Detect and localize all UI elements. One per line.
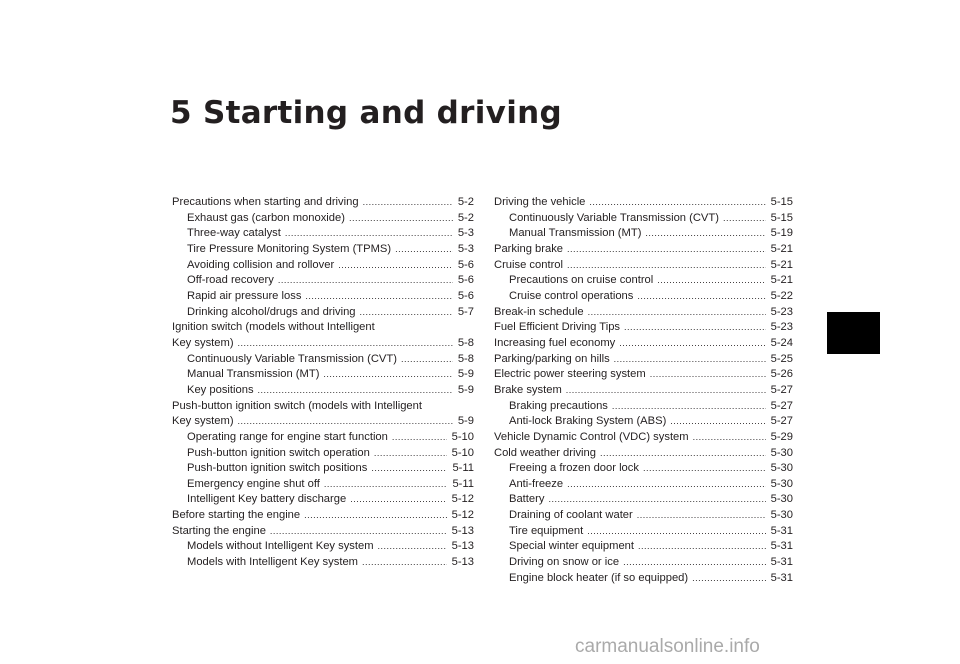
dot-leader	[600, 446, 766, 462]
toc-column-right	[494, 195, 793, 586]
toc-subentry[interactable]	[172, 492, 474, 508]
toc-page-number: 5-30	[770, 509, 793, 522]
toc-entry-text: Continuously Variable Transmission (CVT)	[187, 352, 397, 365]
dot-leader	[363, 195, 453, 211]
toc-subentry[interactable]	[172, 226, 474, 242]
toc-entry[interactable]	[494, 336, 793, 352]
toc-page-number: 5-30	[770, 477, 793, 490]
toc-entry[interactable]	[172, 320, 474, 351]
toc-page-number: 5-9	[457, 383, 474, 396]
dot-leader	[643, 461, 766, 477]
dot-leader	[278, 273, 453, 289]
dot-leader	[693, 430, 766, 446]
toc-entry[interactable]	[494, 430, 793, 446]
toc-entry-text: Manual Transmission (MT)	[187, 368, 320, 381]
toc-page-number: 5-30	[770, 493, 793, 506]
toc-entry-text: Precautions on cruise control	[509, 274, 654, 287]
toc-entry-text: Tire Pressure Monitoring System (TPMS)	[187, 242, 392, 255]
toc-entry-text: Push-button ignition switch operation	[187, 446, 370, 459]
toc-page-number: 5-6	[457, 274, 474, 287]
toc-page-number: 5-2	[457, 211, 474, 224]
toc-page-number: 5-9	[457, 368, 474, 381]
toc-entry-text-line1: Ignition switch (models without Intelligent	[172, 321, 375, 334]
toc-subentry[interactable]	[172, 211, 474, 227]
toc-subentry[interactable]	[172, 446, 474, 462]
toc-subentry[interactable]	[494, 414, 793, 430]
toc-subentry[interactable]	[172, 539, 474, 555]
dot-leader	[270, 524, 447, 540]
toc-entry-text: Key system)	[172, 336, 234, 349]
dot-leader	[619, 336, 765, 352]
toc-page-number: 5-31	[770, 524, 793, 537]
dot-leader	[637, 289, 765, 305]
toc-subentry[interactable]	[494, 555, 793, 571]
toc-subentry[interactable]	[172, 367, 474, 383]
toc-page-number: 5-12	[451, 493, 474, 506]
toc-page-number: 5-31	[770, 540, 793, 553]
toc-entry[interactable]	[494, 320, 793, 336]
dot-leader	[637, 508, 766, 524]
dot-leader	[614, 352, 766, 368]
toc-entry-text: Before starting the engine	[172, 509, 301, 522]
toc-subentry[interactable]	[172, 273, 474, 289]
watermark: carmanualsonline.info	[575, 636, 760, 657]
dot-leader	[612, 399, 766, 415]
toc-entry-text: Driving on snow or ice	[509, 556, 620, 569]
toc-page-number: 5-23	[770, 305, 793, 318]
dot-leader	[723, 211, 766, 227]
toc-entry-text: Anti-freeze	[509, 477, 564, 490]
toc-entry[interactable]	[172, 399, 474, 430]
toc-entry-text: Parking brake	[494, 242, 564, 255]
toc-entry-text: Battery	[509, 493, 545, 506]
toc-subentry[interactable]	[494, 508, 793, 524]
toc-entry-text: Tire equipment	[509, 524, 584, 537]
toc-page-number: 5-3	[457, 227, 474, 240]
toc-subentry[interactable]	[172, 555, 474, 571]
toc-subentry[interactable]	[172, 352, 474, 368]
toc-subentry[interactable]	[172, 461, 474, 477]
toc-entry-text: Three-way catalyst	[187, 227, 281, 240]
toc-entry-text: Emergency engine shut off	[187, 477, 320, 490]
chapter-tab-marker	[827, 312, 880, 354]
dot-leader	[624, 320, 766, 336]
toc-entry[interactable]	[172, 524, 474, 540]
toc-page-number: 5-21	[770, 274, 793, 287]
toc-page-number: 5-30	[770, 446, 793, 459]
toc-page-number: 5-29	[770, 430, 793, 443]
dot-leader	[323, 367, 452, 383]
toc-entry-text: Models without Intelligent Key system	[187, 540, 374, 553]
dot-leader	[670, 414, 765, 430]
toc-page-number: 5-10	[451, 446, 474, 459]
toc-page-number: 5-9	[457, 415, 474, 428]
toc-subentry[interactable]	[494, 571, 793, 587]
toc-page-number: 5-6	[457, 258, 474, 271]
toc-subentry[interactable]	[494, 226, 793, 242]
toc-page-number: 5-7	[457, 305, 474, 318]
dot-leader	[350, 492, 446, 508]
toc-page-number: 5-24	[770, 336, 793, 349]
dot-leader	[258, 383, 453, 399]
toc-entry-text-line1: Push-button ignition switch (models with Intelligent	[172, 399, 422, 412]
dot-leader	[567, 258, 766, 274]
toc-page-number: 5-31	[770, 571, 793, 584]
toc-subentry[interactable]	[494, 492, 793, 508]
toc-page-number: 5-6	[457, 289, 474, 302]
toc-entry-text: Electric power steering system	[494, 368, 646, 381]
dot-leader	[548, 492, 765, 508]
toc-page-number: 5-3	[457, 242, 474, 255]
dot-leader	[692, 571, 765, 587]
toc-entry-text: Engine block heater (if so equipped)	[509, 571, 689, 584]
toc-entry-text: Exhaust gas (carbon monoxide)	[187, 211, 345, 224]
toc-entry-text: Fuel Efficient Driving Tips	[494, 321, 621, 334]
toc-subentry[interactable]	[494, 477, 793, 493]
toc-entry[interactable]	[172, 195, 474, 211]
toc-entry-text: Manual Transmission (MT)	[509, 227, 642, 240]
toc-page-number: 5-21	[770, 258, 793, 271]
toc-entry[interactable]	[494, 352, 793, 368]
toc-page-number: 5-13	[451, 524, 474, 537]
dot-leader	[360, 305, 453, 321]
toc-subentry[interactable]	[494, 524, 793, 540]
dot-leader	[623, 555, 766, 571]
toc-entry-text: Increasing fuel economy	[494, 336, 616, 349]
toc-entry-text: Off-road recovery	[187, 274, 274, 287]
toc-page-number: 5-11	[452, 477, 474, 490]
toc-page-number: 5-8	[457, 352, 474, 365]
dot-leader	[324, 477, 448, 493]
toc-page-number: 5-2	[457, 196, 474, 208]
dot-leader	[638, 539, 766, 555]
toc-entry-text: Starting the engine	[172, 524, 266, 537]
toc-subentry[interactable]	[494, 539, 793, 555]
toc-entry[interactable]	[494, 367, 793, 383]
toc-subentry[interactable]	[172, 477, 474, 493]
toc-entry[interactable]	[172, 508, 474, 524]
toc-entry-text: Precautions when starting and driving	[172, 196, 359, 208]
toc-entry-text: Cruise control operations	[509, 289, 634, 302]
toc-entry-text: Drinking alcohol/drugs and driving	[187, 305, 356, 318]
toc-entry-text: Avoiding collision and rollover	[187, 258, 335, 271]
dot-leader	[587, 524, 765, 540]
toc-entry-text: Models with Intelligent Key system	[187, 556, 358, 569]
dot-leader	[650, 367, 766, 383]
toc-page-number: 5-25	[770, 352, 793, 365]
dot-leader	[238, 414, 453, 430]
toc-subentry[interactable]	[172, 305, 474, 321]
dot-leader	[285, 226, 453, 242]
toc-page-number: 5-8	[457, 336, 474, 349]
toc-entry-text: Key positions	[187, 383, 254, 396]
toc-page-number: 5-15	[770, 196, 793, 208]
dot-leader	[362, 555, 447, 571]
dot-leader	[392, 430, 447, 446]
dot-leader	[338, 258, 453, 274]
toc-page-number: 5-27	[770, 415, 793, 428]
dot-leader	[395, 242, 453, 258]
toc-entry[interactable]	[494, 258, 793, 274]
toc-subentry[interactable]	[494, 211, 793, 227]
dot-leader	[305, 289, 452, 305]
toc-page-number: 5-12	[451, 509, 474, 522]
toc-page-number: 5-27	[770, 383, 793, 396]
dot-leader	[349, 211, 453, 227]
dot-leader	[645, 226, 765, 242]
toc-entry[interactable]	[494, 383, 793, 399]
toc-page-number: 5-15	[770, 211, 793, 224]
toc-page-number: 5-19	[770, 227, 793, 240]
toc-page-number: 5-22	[770, 289, 793, 302]
toc-entry[interactable]	[494, 195, 793, 211]
dot-leader	[588, 305, 766, 321]
toc-subentry[interactable]	[172, 258, 474, 274]
toc-entry-text: Cruise control	[494, 258, 564, 271]
toc-subentry[interactable]	[494, 399, 793, 415]
toc-page-number: 5-27	[770, 399, 793, 412]
toc-page-number: 5-21	[770, 242, 793, 255]
toc-entry-text: Draining of coolant water	[509, 509, 633, 522]
toc-subentry[interactable]	[494, 273, 793, 289]
toc-subentry[interactable]	[494, 289, 793, 305]
toc-entry-text: Driving the vehicle	[494, 196, 586, 208]
toc-entry[interactable]	[494, 242, 793, 258]
toc-entry-text: Rapid air pressure loss	[187, 289, 302, 302]
toc-page-number: 5-23	[770, 321, 793, 334]
dot-leader	[657, 273, 765, 289]
toc-entry-text: Key system)	[172, 415, 234, 428]
toc-entry-text: Anti-lock Braking System (ABS)	[509, 415, 667, 428]
toc-subentry[interactable]	[172, 383, 474, 399]
toc-page-number: 5-30	[770, 462, 793, 475]
toc-entry[interactable]	[494, 305, 793, 321]
toc-entry-text: Intelligent Key battery discharge	[187, 493, 347, 506]
dot-leader	[566, 383, 766, 399]
toc-subentry[interactable]	[172, 430, 474, 446]
toc-column-left	[172, 195, 474, 571]
toc-page-number: 5-11	[452, 462, 474, 475]
dot-leader	[371, 461, 447, 477]
toc-page-number: 5-26	[770, 368, 793, 381]
toc-page-number: 5-10	[451, 430, 474, 443]
toc-subentry[interactable]	[172, 242, 474, 258]
toc-entry[interactable]	[494, 446, 793, 462]
toc-entry-text: Freeing a frozen door lock	[509, 462, 639, 475]
toc-entry-text: Cold weather driving	[494, 446, 596, 459]
toc-page-number: 5-13	[451, 556, 474, 569]
toc-entry-text: Special winter equipment	[509, 540, 634, 553]
toc-entry-text: Braking precautions	[509, 399, 608, 412]
dot-leader	[567, 242, 766, 258]
dot-leader	[304, 508, 446, 524]
toc-entry-text: Parking/parking on hills	[494, 352, 610, 365]
toc-subentry[interactable]	[172, 289, 474, 305]
toc-entry-text: Brake system	[494, 383, 562, 396]
toc-entry-text: Operating range for engine start function	[187, 430, 388, 443]
toc-entry-text: Break-in schedule	[494, 305, 584, 318]
toc-subentry[interactable]	[494, 461, 793, 477]
dot-leader	[401, 352, 453, 368]
toc-entry-text: Vehicle Dynamic Control (VDC) system	[494, 430, 689, 443]
toc-page-number: 5-31	[770, 556, 793, 569]
dot-leader	[378, 539, 447, 555]
dot-leader	[589, 195, 765, 211]
dot-leader	[374, 446, 447, 462]
toc-entry-text: Continuously Variable Transmission (CVT)	[509, 211, 719, 224]
chapter-title: 5 Starting and driving	[170, 95, 562, 131]
toc-page-number: 5-13	[451, 540, 474, 553]
toc-entry-text: Push-button ignition switch positions	[187, 462, 368, 475]
dot-leader	[238, 336, 453, 352]
dot-leader	[567, 477, 765, 493]
